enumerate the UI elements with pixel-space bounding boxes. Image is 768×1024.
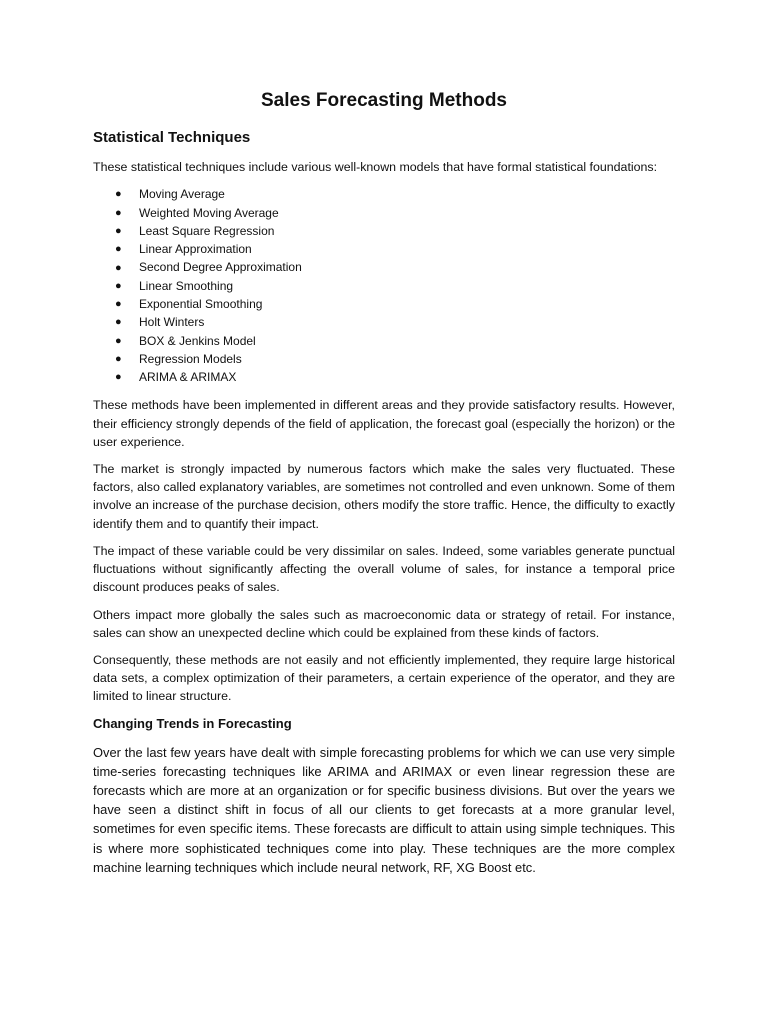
list-item — [115, 185, 675, 203]
bullet-icon: ● — [115, 243, 122, 256]
body-paragraph: Others impact more globally the sales such as macroeconomic data or strategy of retail. For instance, sales can show an unexpected decline which could be explained from these kinds of factors. — [93, 607, 675, 640]
body-paragraph: Over the last few years have dealt with simple forecasting problems for which we can use very simple time-series forecasting techniques like ARIMA and ARIMAX or even linear regression these are forecasts which are more at an organization or for specific business divisions. But over the years we have seen a distinct shift in focus of all our clients to get forecasts at a more granular level, sometimes for even specific items. These forecasts are difficult to attain using simple techniques. This is where more sophisticated techniques come into play. These techniques are the more complex machine learning techniques which include neural network, RF, XG Boost etc. — [93, 744, 675, 875]
bullet-icon: ● — [115, 298, 122, 311]
list-item — [115, 258, 675, 276]
body-paragraph: These methods have been implemented in different areas and they provide satisfactory results. However, their efficiency strongly depends of the field of application, the forecast goal (especially the horizon) or the user experience. — [93, 398, 675, 449]
list-item-label: ARIMA & ARIMAX — [139, 370, 237, 385]
list-item — [115, 240, 675, 258]
list-item-label: Exponential Smoothing — [139, 296, 263, 311]
bullet-icon: ● — [115, 261, 122, 274]
body-paragraph: Consequently, these methods are not easily and not efficiently implemented, they require large historical data sets, a complex optimization of their parameters, a certain experience of the operator, and they are limited to linear structure. — [93, 652, 675, 704]
bullet-icon: ● — [115, 224, 122, 237]
list-item — [115, 204, 675, 222]
list-item — [115, 295, 675, 313]
section-heading-statistical-techniques: Statistical Techniques — [93, 129, 251, 146]
bullet-icon: ● — [115, 279, 122, 292]
bullet-icon: ● — [115, 316, 122, 329]
list-item — [115, 277, 675, 295]
bullet-icon: ● — [115, 371, 122, 384]
section-intro-paragraph: These statistical techniques include various well-known models that have formal statistical foundations: — [93, 160, 658, 174]
list-item — [115, 313, 675, 331]
list-item-label: Holt Winters — [139, 315, 205, 330]
list-item — [115, 222, 675, 240]
list-item-label: BOX & Jenkins Model — [139, 333, 256, 348]
body-paragraph: The market is strongly impacted by numerous factors which make the sales very fluctuated. These factors, also called explanatory variables, are sometimes not controlled and even unknown. Some of them involve an increase of the purchase decision, others modify the store traffic. Hence, the difficulty to exactly identify them and to quantify their impact. — [93, 462, 675, 531]
bullet-icon: ● — [115, 334, 122, 347]
methods-list — [93, 185, 675, 386]
list-item-label: Weighted Moving Average — [139, 205, 279, 220]
page-title: Sales Forecasting Methods — [260, 90, 507, 111]
list-item — [115, 332, 675, 350]
list-item-label: Linear Smoothing — [139, 278, 234, 293]
bullet-icon: ● — [115, 353, 122, 366]
list-item — [115, 368, 675, 386]
list-item-label: Regression Models — [139, 351, 242, 366]
list-item-label: Moving Average — [139, 187, 225, 202]
bullet-icon: ● — [115, 206, 122, 219]
list-item-label: Least Square Regression — [139, 223, 275, 238]
list-item — [115, 350, 675, 368]
list-item-label: Second Degree Approximation — [139, 260, 302, 275]
body-paragraph: The impact of these variable could be very dissimilar on sales. Indeed, some variables generate punctual fluctuations without significantly affecting the overall volume of sales, for instance a temporal price discount produces peaks of sales. — [93, 543, 675, 595]
section-heading-changing-trends: Changing Trends in Forecasting — [93, 715, 292, 731]
list-item-label: Linear Approximation — [139, 242, 252, 257]
bullet-icon: ● — [115, 188, 122, 201]
